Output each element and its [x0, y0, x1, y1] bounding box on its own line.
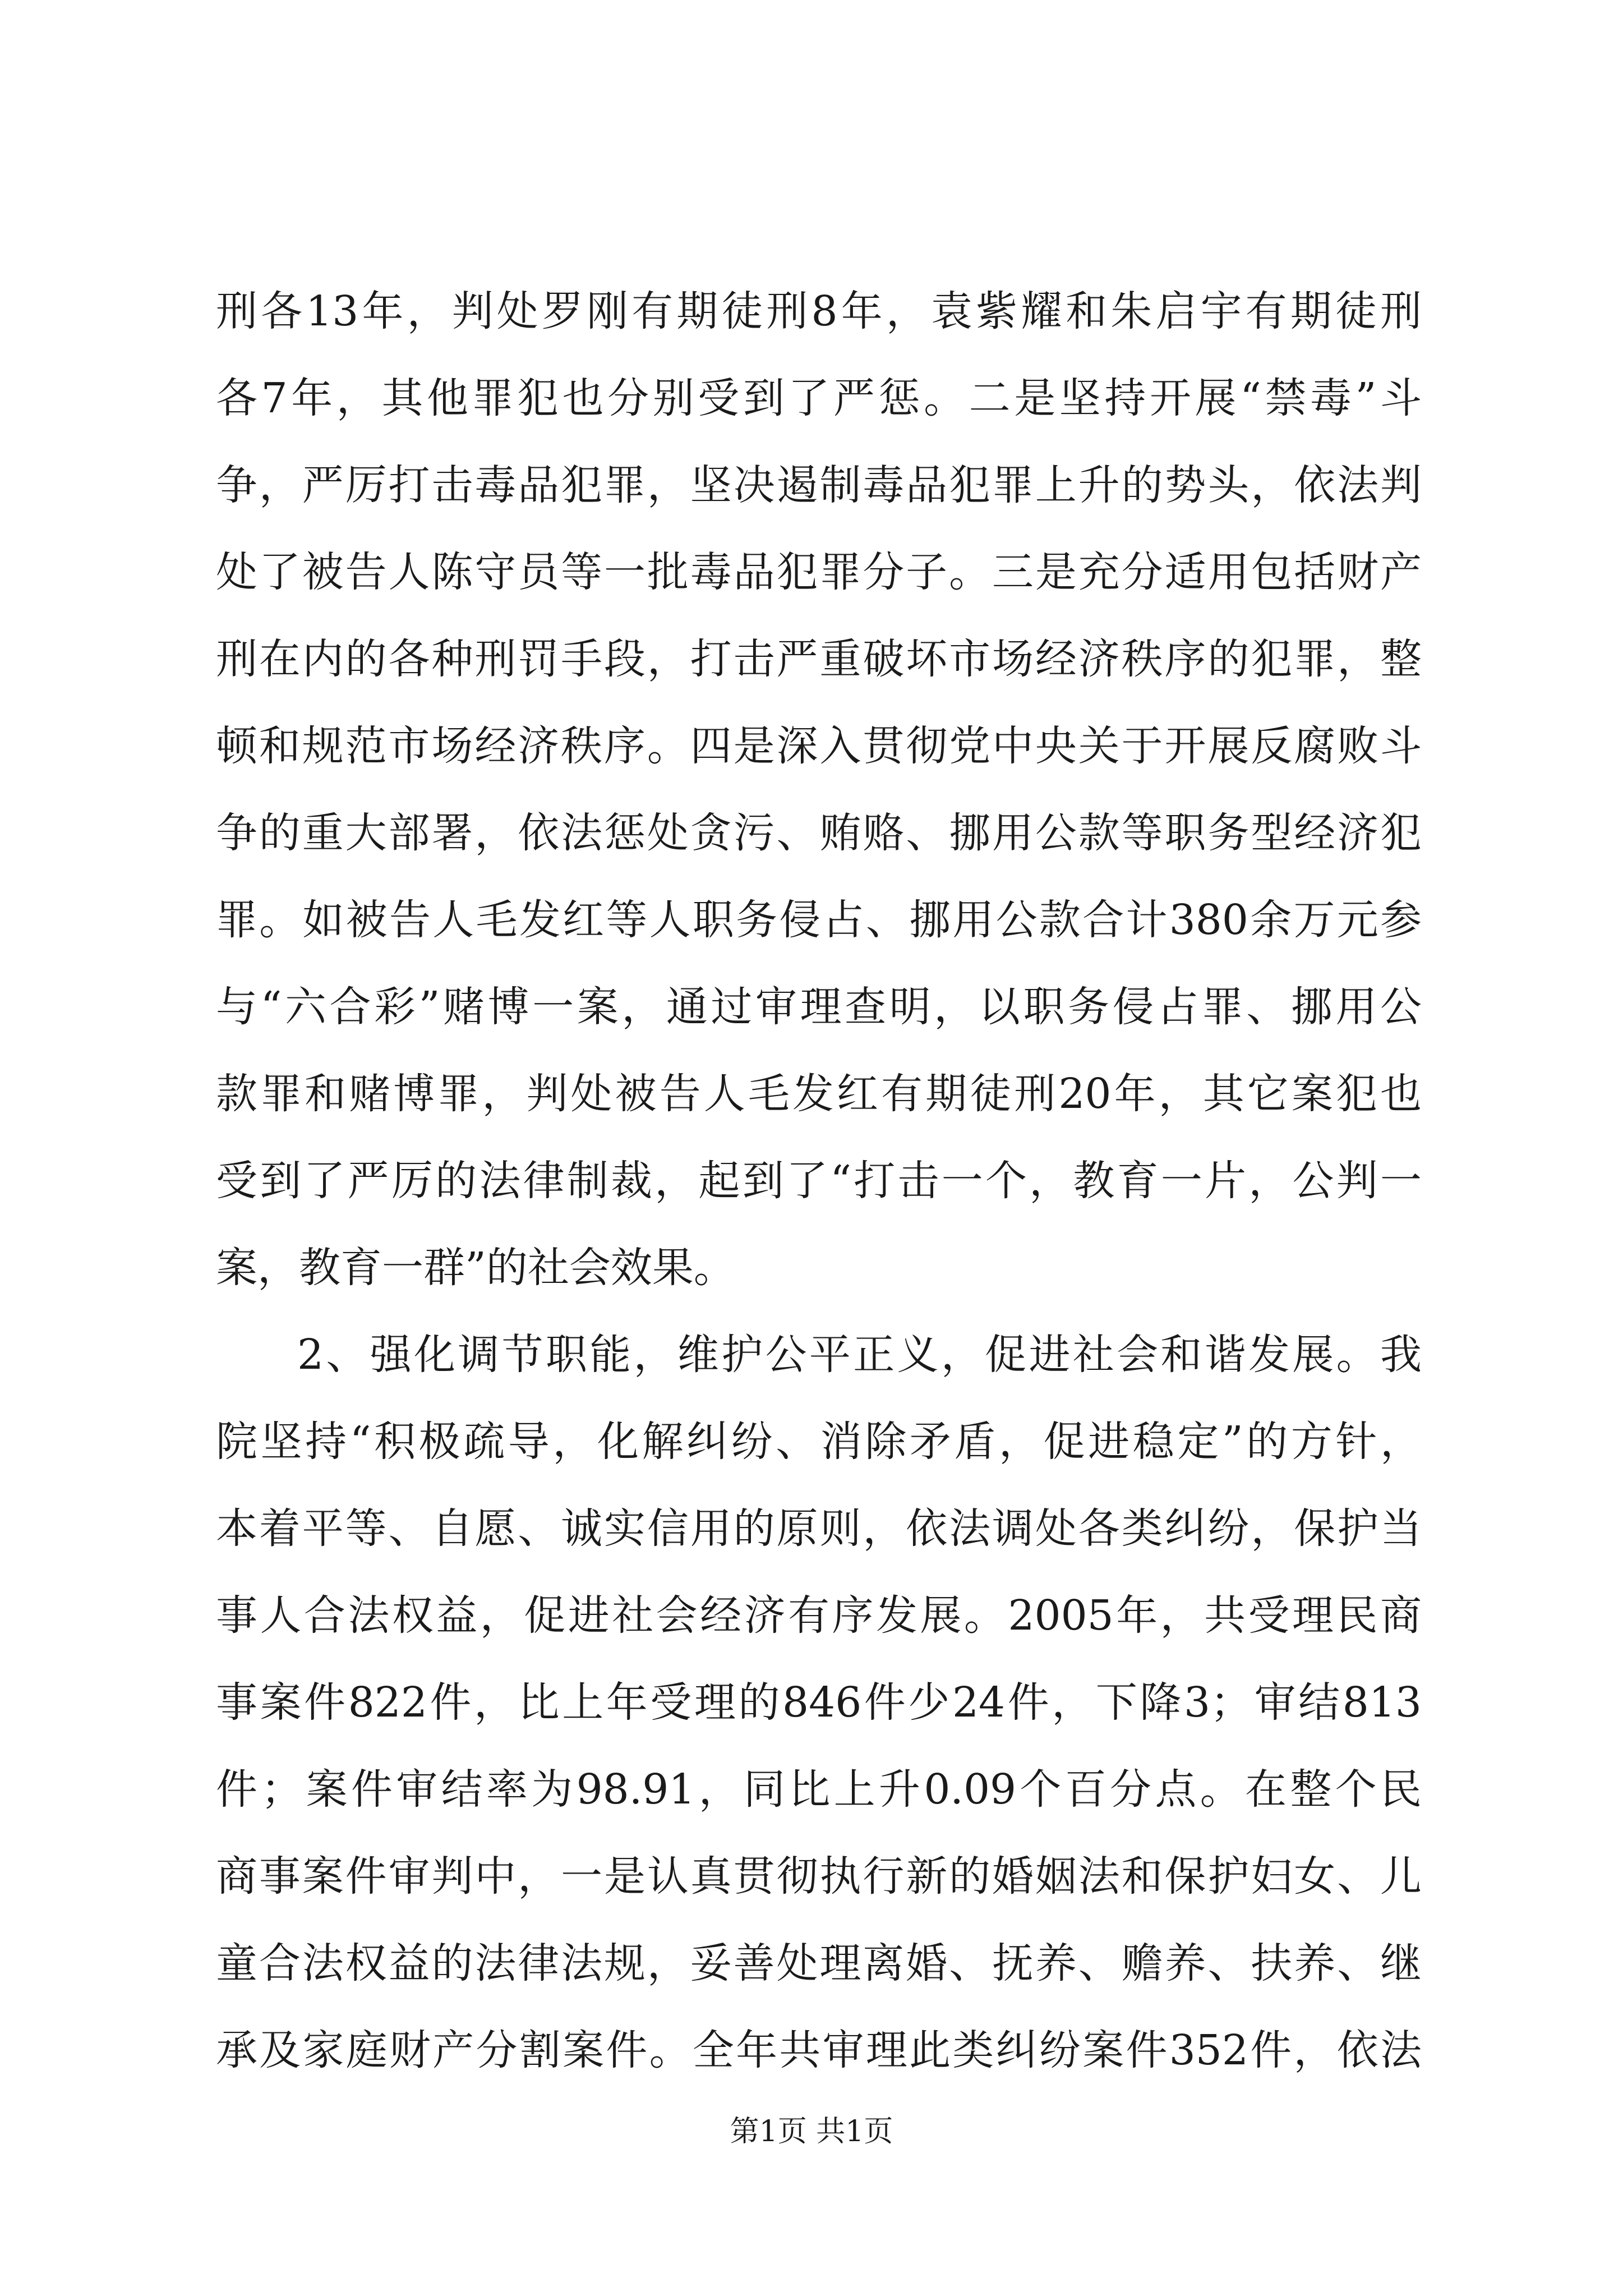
- text-line: 2、强化调节职能，维护公平正义，促进社会和谐发展。我: [297, 1331, 1422, 1379]
- text-line: 与“六合彩”赌博一案，通过审理查明，以职务侵占罪、挪用公: [216, 983, 1422, 1031]
- text-line: 各7年，其他罪犯也分别受到了严惩。二是坚持开展“禁毒”斗: [216, 374, 1422, 422]
- text-line: 顿和规范市场经济秩序。四是深入贯彻党中央关于开展反腐败斗: [216, 722, 1422, 770]
- page-footer: [0, 2115, 1623, 2148]
- document-body: [216, 268, 1422, 2094]
- text-line: 承及家庭财产分割案件。全年共审理此类纠纷案件352件，依法: [216, 2026, 1422, 2074]
- text-line: 件；案件审结率为98.91，同比上升0.09个百分点。在整个民: [216, 1765, 1422, 1814]
- page-number: 第1页 共1页: [730, 2115, 893, 2148]
- text-line: 商事案件审判中，一是认真贯彻执行新的婚姻法和保护妇女、儿: [216, 1852, 1422, 1901]
- text-line: 事案件822件，比上年受理的846件少24件，下降3；审结813: [216, 1678, 1422, 1727]
- text-line: 事人合法权益，促进社会经济有序发展。2005年，共受理民商: [216, 1591, 1422, 1640]
- text-line: 本着平等、自愿、诚实信用的原则，依法调处各类纠纷，保护当: [216, 1504, 1422, 1553]
- text-line: 刑各13年，判处罗刚有期徒刑8年，袁紫耀和朱启宇有期徒刑: [216, 287, 1422, 335]
- text-line: 处了被告人陈守员等一批毒品犯罪分子。三是充分适用包括财产: [216, 548, 1422, 596]
- text-line: 院坚持“积极疏导，化解纠纷、消除矛盾，促进稳定”的方针，: [216, 1418, 1422, 1466]
- text-line: 争的重大部署，依法惩处贪污、贿赂、挪用公款等职务型经济犯: [216, 809, 1422, 857]
- text-line: 童合法权益的法律法规，妥善处理离婚、抚养、赡养、扶养、继: [216, 1939, 1422, 1987]
- text-line: 争，严厉打击毒品犯罪，坚决遏制毒品犯罪上升的势头，依法判: [216, 461, 1422, 509]
- text-line: 罪。如被告人毛发红等人职务侵占、挪用公款合计380余万元参: [216, 896, 1422, 944]
- text-line: 案，教育一群”的社会效果。: [216, 1244, 735, 1292]
- text-line: 款罪和赌博罪，判处被告人毛发红有期徒刑20年，其它案犯也: [216, 1070, 1422, 1118]
- text-line: 刑在内的各种刑罚手段，打击严重破坏市场经济秩序的犯罪，整: [216, 635, 1422, 683]
- text-line: 受到了严厉的法律制裁，起到了“打击一个，教育一片，公判一: [216, 1157, 1422, 1205]
